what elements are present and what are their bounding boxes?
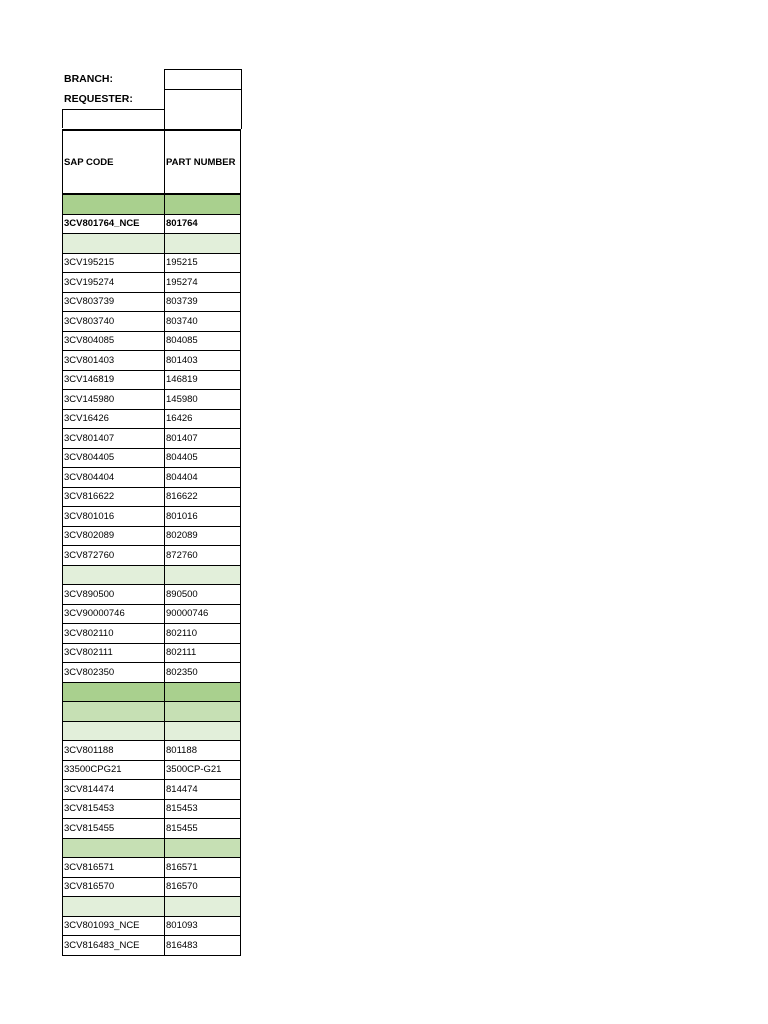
sap-code-cell[interactable] <box>63 897 165 917</box>
sap-code-cell[interactable]: 3CV802110 <box>63 624 165 644</box>
section-band-row <box>63 897 241 917</box>
table-row <box>63 526 241 546</box>
sap-code-cell[interactable]: 3CV815455 <box>63 819 165 839</box>
part-number-cell[interactable] <box>165 565 241 585</box>
table-row <box>63 214 241 234</box>
requester-row <box>62 89 241 109</box>
sap-code-cell[interactable]: 3CV814474 <box>63 780 165 800</box>
sap-code-cell[interactable]: 3CV146819 <box>63 370 165 390</box>
part-number-cell[interactable]: 195215 <box>165 253 241 273</box>
table-row <box>63 936 241 956</box>
table-row <box>63 604 241 624</box>
part-number-cell[interactable]: 146819 <box>165 370 241 390</box>
table-row <box>63 819 241 839</box>
part-number-cell[interactable]: 815455 <box>165 819 241 839</box>
sap-code-cell[interactable] <box>63 234 165 254</box>
branch-row <box>62 69 241 89</box>
part-number-cell[interactable]: 801407 <box>165 429 241 449</box>
sap-code-cell[interactable]: 3CV804405 <box>63 448 165 468</box>
part-number-cell[interactable] <box>165 234 241 254</box>
sap-code-cell[interactable]: 3CV804404 <box>63 468 165 488</box>
sap-code-cell[interactable] <box>63 702 165 722</box>
table-row <box>63 448 241 468</box>
part-number-cell[interactable] <box>165 702 241 722</box>
part-number-cell[interactable]: 3500CP-G21 <box>165 760 241 780</box>
part-number-cell[interactable]: 145980 <box>165 390 241 410</box>
sap-code-cell[interactable]: 3CV16426 <box>63 409 165 429</box>
header-part-number: PART NUMBER <box>165 130 241 194</box>
part-number-cell[interactable]: 804404 <box>165 468 241 488</box>
sap-code-cell[interactable]: 3CV801407 <box>63 429 165 449</box>
part-number-cell[interactable]: 814474 <box>165 780 241 800</box>
sap-code-cell[interactable]: 3CV816571 <box>63 858 165 878</box>
sap-code-cell[interactable]: 3CV801016 <box>63 507 165 527</box>
part-number-cell[interactable] <box>165 897 241 917</box>
part-number-cell[interactable] <box>165 838 241 858</box>
part-number-cell[interactable]: 801403 <box>165 351 241 371</box>
sap-code-cell[interactable]: 3CV802350 <box>63 663 165 683</box>
sap-code-cell[interactable] <box>63 838 165 858</box>
part-number-cell[interactable]: 802111 <box>165 643 241 663</box>
header-sap-code: SAP CODE <box>63 130 165 194</box>
table-row <box>63 741 241 761</box>
sap-code-cell[interactable]: 3CV803739 <box>63 292 165 312</box>
table-row <box>63 331 241 351</box>
part-number-cell[interactable]: 802110 <box>165 624 241 644</box>
part-number-cell[interactable]: 816622 <box>165 487 241 507</box>
part-number-cell[interactable]: 890500 <box>165 585 241 605</box>
table-row <box>63 370 241 390</box>
table-row <box>63 877 241 897</box>
sap-code-cell[interactable]: 3CV872760 <box>63 546 165 566</box>
part-number-cell[interactable]: 16426 <box>165 409 241 429</box>
sap-code-cell[interactable]: 3CV816483_NCE <box>63 936 165 956</box>
blank-cell[interactable] <box>62 109 165 128</box>
section-band-row <box>63 721 241 741</box>
sap-code-cell[interactable]: 33500CPG21 <box>63 760 165 780</box>
blank-row <box>62 109 241 129</box>
table-row <box>63 799 241 819</box>
sap-code-cell[interactable]: 3CV804085 <box>63 331 165 351</box>
part-number-cell[interactable]: 815453 <box>165 799 241 819</box>
part-number-cell[interactable] <box>165 721 241 741</box>
sap-code-cell[interactable]: 3CV801403 <box>63 351 165 371</box>
sap-code-cell[interactable] <box>63 194 165 214</box>
table-row <box>63 351 241 371</box>
table-row <box>63 312 241 332</box>
table-row <box>63 760 241 780</box>
section-band-row <box>63 838 241 858</box>
order-form-sheet <box>62 69 241 956</box>
part-number-cell[interactable]: 802089 <box>165 526 241 546</box>
part-number-cell[interactable]: 816483 <box>165 936 241 956</box>
sap-code-cell[interactable]: 3CV816570 <box>63 877 165 897</box>
table-row <box>63 253 241 273</box>
table-row <box>63 292 241 312</box>
table-row <box>63 546 241 566</box>
sap-code-cell[interactable] <box>63 721 165 741</box>
table-row <box>63 858 241 878</box>
sap-code-cell[interactable]: 3CV803740 <box>63 312 165 332</box>
part-number-cell[interactable]: 804085 <box>165 331 241 351</box>
part-number-cell[interactable]: 816570 <box>165 877 241 897</box>
part-number-cell[interactable] <box>165 682 241 702</box>
section-band-row <box>63 565 241 585</box>
part-number-cell[interactable]: 195274 <box>165 273 241 293</box>
requester-label: REQUESTER: <box>64 93 133 105</box>
sap-code-cell[interactable]: 3CV801093_NCE <box>63 916 165 936</box>
part-number-cell[interactable]: 816571 <box>165 858 241 878</box>
table-header-row <box>63 130 241 194</box>
table-row <box>63 624 241 644</box>
part-number-cell[interactable]: 801764 <box>165 214 241 234</box>
part-number-cell[interactable]: 801188 <box>165 741 241 761</box>
table-row <box>63 390 241 410</box>
sap-code-cell[interactable]: 3CV815453 <box>63 799 165 819</box>
part-number-cell[interactable]: 90000746 <box>165 604 241 624</box>
part-number-cell[interactable]: 803740 <box>165 312 241 332</box>
sap-code-cell[interactable]: 3CV195215 <box>63 253 165 273</box>
sap-code-cell[interactable]: 3CV145980 <box>63 390 165 410</box>
sap-code-cell[interactable] <box>63 565 165 585</box>
table-row <box>63 487 241 507</box>
part-number-cell[interactable] <box>165 194 241 214</box>
sap-code-cell[interactable]: 3CV816622 <box>63 487 165 507</box>
part-number-cell[interactable]: 804405 <box>165 448 241 468</box>
part-number-cell[interactable]: 801016 <box>165 507 241 527</box>
table-row <box>63 780 241 800</box>
section-band-row <box>63 234 241 254</box>
table-row <box>63 468 241 488</box>
sap-code-cell[interactable]: 3CV195274 <box>63 273 165 293</box>
branch-label: BRANCH: <box>64 73 113 85</box>
part-number-cell[interactable]: 802350 <box>165 663 241 683</box>
table-row <box>63 643 241 663</box>
table-body <box>63 194 241 955</box>
sap-code-cell[interactable]: 3CV802089 <box>63 526 165 546</box>
parts-table <box>62 129 241 956</box>
part-number-cell[interactable]: 872760 <box>165 546 241 566</box>
sap-code-cell[interactable] <box>63 682 165 702</box>
sap-code-cell[interactable]: 3CV801188 <box>63 741 165 761</box>
part-number-cell[interactable]: 803739 <box>165 292 241 312</box>
section-band-row <box>63 682 241 702</box>
table-row <box>63 409 241 429</box>
sap-code-cell[interactable]: 3CV801764_NCE <box>63 214 165 234</box>
part-number-cell[interactable]: 801093 <box>165 916 241 936</box>
table-row <box>63 507 241 527</box>
table-row <box>63 429 241 449</box>
section-band-row <box>63 194 241 214</box>
sap-code-cell[interactable]: 3CV802111 <box>63 643 165 663</box>
section-band-row <box>63 702 241 722</box>
table-row <box>63 585 241 605</box>
table-row <box>63 663 241 683</box>
branch-input-cell[interactable] <box>164 69 242 89</box>
table-row <box>63 916 241 936</box>
sap-code-cell[interactable]: 3CV890500 <box>63 585 165 605</box>
table-row <box>63 273 241 293</box>
sap-code-cell[interactable]: 3CV90000746 <box>63 604 165 624</box>
